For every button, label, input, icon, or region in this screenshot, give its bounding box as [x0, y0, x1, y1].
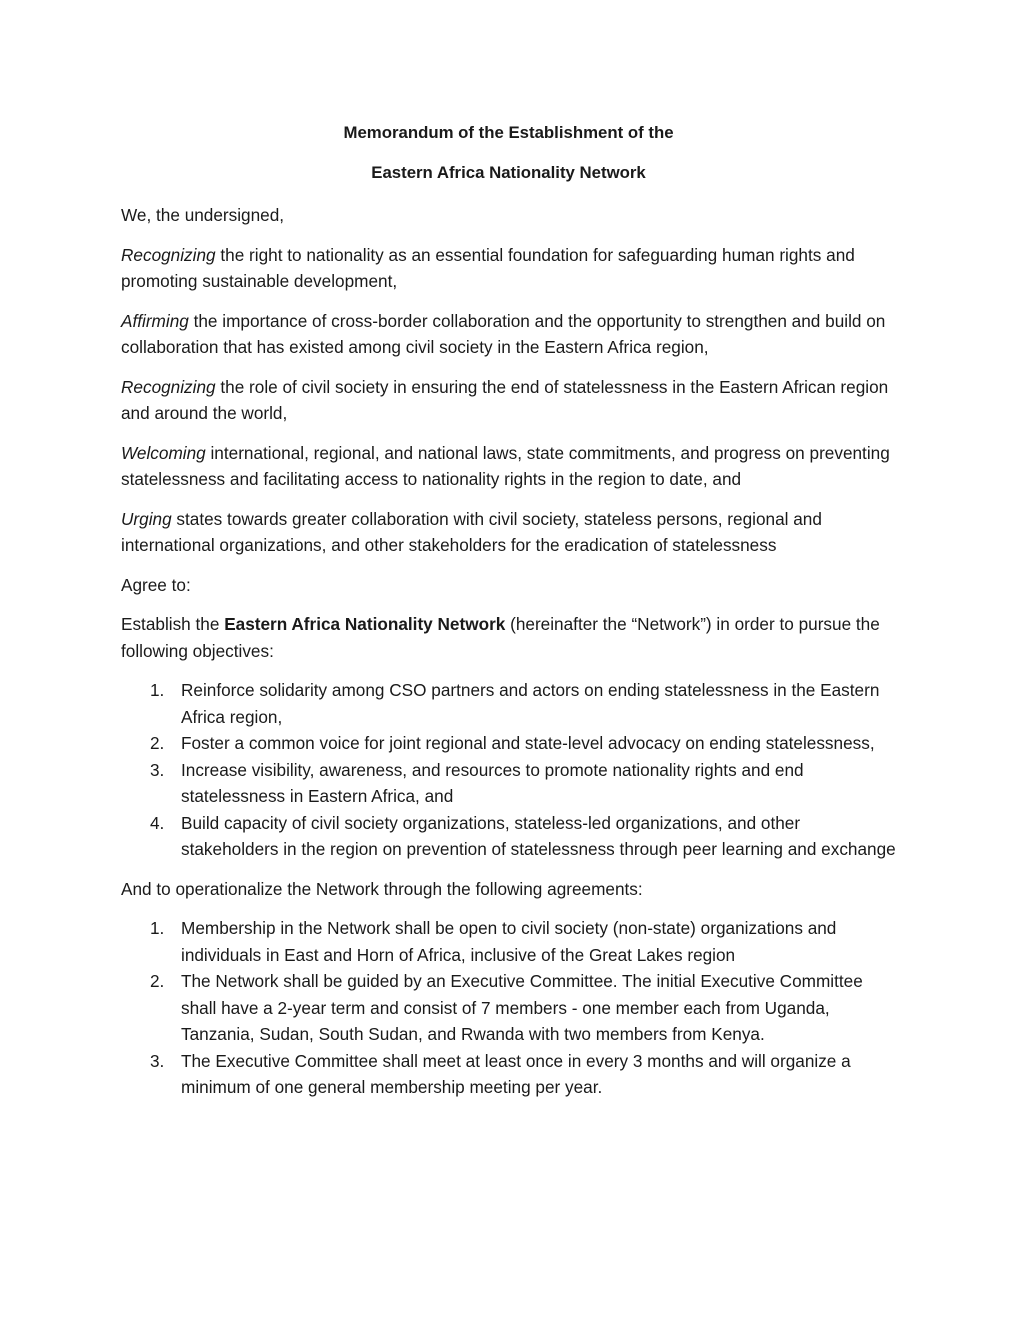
document-title-line-2: Eastern Africa Nationality Network [371, 162, 646, 182]
agree-heading: Agree to: [121, 574, 191, 595]
list-item-text: Increase visibility, awareness, and resources to promote nationality rights and end statelessness in Eastern Africa, and [181, 759, 804, 806]
preamble-text: states towards greater collaboration with civil society, stateless persons, regional and international organizations, and other stakeholders for the eradication of statelessness [121, 508, 822, 555]
list-number: 2. [150, 733, 165, 753]
list-item-text: Foster a common voice for joint regional and state-level advocacy on ending statelessness, [181, 733, 875, 753]
preamble-paragraph [121, 440, 896, 493]
establish-text-before: Establish the [121, 614, 225, 634]
preamble-lead: Welcoming [121, 442, 206, 463]
list-item-text: Membership in the Network shall be open to civil society (non-state) organizations and individuals in East and Horn of Africa, inclusive of the Great Lakes region [181, 918, 837, 965]
list-number: 3. [150, 759, 165, 780]
list-item-text: Build capacity of civil society organizations, stateless-led organizations, and other stakeholders in the region on prevention of statelessness through peer learning and exchange [181, 812, 896, 859]
preamble-text: international, regional, and national laws, state commitments, and progress on preventing statelessness and facilitating access to nationality rights in the region to date, and [121, 442, 890, 489]
preamble-lead: Affirming [121, 310, 189, 331]
list-item [121, 1048, 896, 1101]
list-item [121, 968, 896, 1048]
list-number: 2. [150, 971, 165, 991]
preamble-paragraph [121, 374, 896, 427]
preamble-text: the role of civil society in ensuring the end of statelessness in the Eastern African region and around the world, [121, 376, 889, 423]
establish-paragraph [121, 611, 896, 664]
preamble-text: the right to nationality as an essential foundation for safeguarding human rights and promoting sustainable development, [121, 244, 855, 291]
objectives-list [121, 677, 896, 863]
list-item-text: Reinforce solidarity among CSO partners and actors on ending statelessness in the Eastern Africa region, [181, 680, 880, 727]
list-item [121, 810, 896, 863]
list-item [121, 677, 896, 730]
preamble-paragraph [121, 506, 896, 559]
list-number: 1. [150, 918, 165, 938]
preamble-paragraph [121, 242, 896, 295]
list-item [121, 915, 896, 968]
preamble-text: the importance of cross-border collaboration and the opportunity to strengthen and build on collaboration that has existed among civil society in the Eastern Africa region, [121, 310, 886, 357]
list-number: 1. [150, 680, 165, 700]
document-title-line-1: Memorandum of the Establishment of the [343, 123, 674, 142]
agreements-list [121, 915, 896, 1101]
operationalize-paragraph: And to operationalize the Network through the following agreements: [121, 878, 643, 899]
list-item [121, 757, 896, 810]
list-item-text: The Executive Committee shall meet at least once in every 3 months and will organize a minimum of one general membership meeting per year. [181, 1050, 851, 1097]
list-number: 4. [150, 812, 165, 833]
preamble-lead: Urging [121, 508, 172, 529]
establish-text-after: (hereinafter the “Network”) in order to pursue the following objectives: [121, 614, 880, 661]
preamble-paragraph [121, 308, 896, 361]
preamble-lead: Recognizing [121, 376, 216, 397]
network-name: Eastern Africa Nationality Network [224, 614, 506, 634]
list-item-text: The Network shall be guided by an Executive Committee. The initial Executive Committee shall have a 2-year term and consist of 7 members - one member each from Uganda, Tanzania, Sudan, South Sudan, and Rwanda with two members from Kenya. [181, 971, 863, 1044]
list-item [121, 730, 896, 757]
opening-line: We, the undersigned, [121, 205, 285, 225]
list-number: 3. [150, 1050, 165, 1071]
preamble-lead: Recognizing [121, 244, 216, 265]
